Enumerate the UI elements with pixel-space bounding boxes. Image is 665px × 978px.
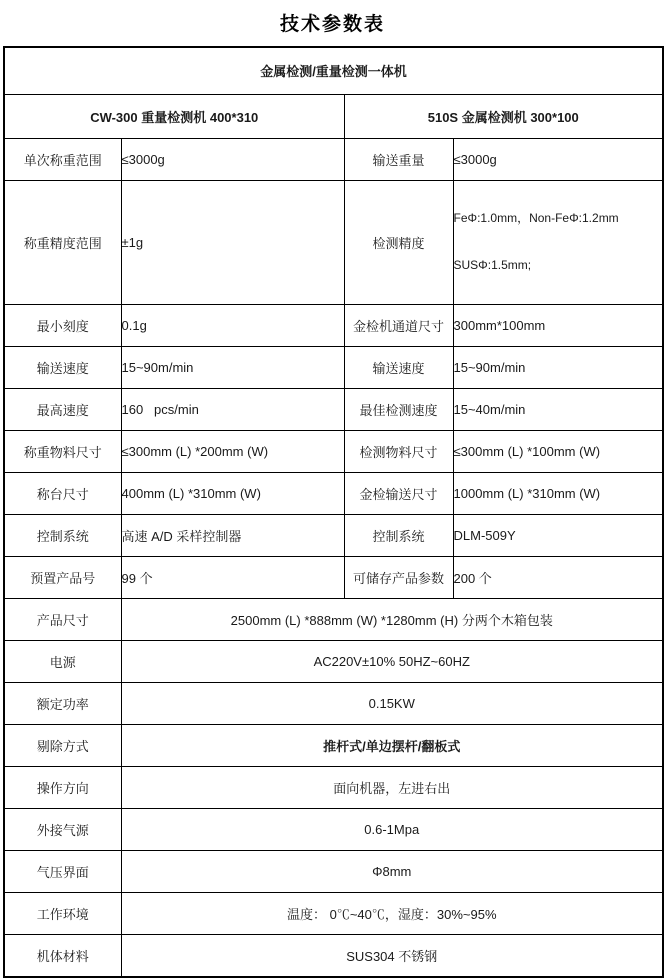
row-value: 160 pcs/min <box>121 389 344 431</box>
table-row <box>4 47 663 94</box>
row-value: 0.15KW <box>121 683 663 725</box>
table-row <box>4 725 663 767</box>
row-value: 0.1g <box>121 305 344 347</box>
row-label: 电源 <box>4 641 121 683</box>
row-label: 气压界面 <box>4 851 121 893</box>
row-value: 400mm (L) *310mm (W) <box>121 473 344 515</box>
row-value: 2500mm (L) *888mm (W) *1280mm (H) 分两个木箱包装 <box>121 599 663 641</box>
row-value: 高速 A/D 采样控制器 <box>121 515 344 557</box>
row-label: 额定功率 <box>4 683 121 725</box>
row-label: 称重精度范围 <box>4 180 121 305</box>
model-header-right: 510S 金属检测机 300*100 <box>344 94 663 138</box>
row-label: 最高速度 <box>4 389 121 431</box>
row-value: ≤300mm (L) *200mm (W) <box>121 431 344 473</box>
row-value: 温度： 0℃~40℃，湿度：30%~95% <box>121 893 663 935</box>
spec-table <box>3 46 664 978</box>
value-line-1: FeΦ:1.0mm，Non-FeΦ:1.2mm <box>453 210 619 225</box>
row-value: ≤3000g <box>121 138 344 180</box>
table-row <box>4 431 663 473</box>
row-label: 剔除方式 <box>4 725 121 767</box>
table-row <box>4 767 663 809</box>
value-line-2: SUSΦ:1.5mm; <box>453 258 532 273</box>
table-row <box>4 138 663 180</box>
row-label: 最小刻度 <box>4 305 121 347</box>
row-label: 可储存产品参数 <box>344 557 453 599</box>
table-row <box>4 683 663 725</box>
row-value: 200 个 <box>453 557 663 599</box>
row-value: 1000mm (L) *310mm (W) <box>453 473 663 515</box>
row-value: DLM-509Y <box>453 515 663 557</box>
row-label: 工作环境 <box>4 893 121 935</box>
row-label: 单次称重范围 <box>4 138 121 180</box>
table-row <box>4 515 663 557</box>
row-label: 金检机通道尺寸 <box>344 305 453 347</box>
row-label: 机体材料 <box>4 935 121 977</box>
table-row <box>4 305 663 347</box>
row-value-bold: 推杆式/单边摆杆/翻板式 <box>121 725 663 767</box>
row-label: 输送速度 <box>344 347 453 389</box>
row-label: 检测精度 <box>344 180 453 305</box>
row-value: ±1g <box>121 180 344 305</box>
row-value: SUS304 不锈钢 <box>121 935 663 977</box>
row-value: Φ8mm <box>121 851 663 893</box>
row-label: 称重物料尺寸 <box>4 431 121 473</box>
table-row <box>4 935 663 977</box>
row-value: 300mm*100mm <box>453 305 663 347</box>
table-row <box>4 893 663 935</box>
row-value: 15~90m/min <box>121 347 344 389</box>
row-value <box>453 180 663 305</box>
row-label: 检测物料尺寸 <box>344 431 453 473</box>
table-row <box>4 473 663 515</box>
table-row <box>4 599 663 641</box>
row-value: 面向机器，左进右出 <box>121 767 663 809</box>
row-value: 99 个 <box>121 557 344 599</box>
row-label: 控制系统 <box>4 515 121 557</box>
row-value: ≤300mm (L) *100mm (W) <box>453 431 663 473</box>
row-label: 最佳检测速度 <box>344 389 453 431</box>
table-row <box>4 389 663 431</box>
row-label: 输送重量 <box>344 138 453 180</box>
merged-header-cell: 金属检测/重量检测一体机 <box>4 47 663 94</box>
table-row <box>4 94 663 138</box>
row-value: AC220V±10% 50HZ~60HZ <box>121 641 663 683</box>
table-row <box>4 557 663 599</box>
row-label: 操作方向 <box>4 767 121 809</box>
table-row <box>4 809 663 851</box>
row-label-highlighted: 金检输送尺寸 <box>344 473 453 515</box>
table-row <box>4 851 663 893</box>
row-label: 预置产品号 <box>4 557 121 599</box>
table-row <box>4 641 663 683</box>
row-value: ≤3000g <box>453 138 663 180</box>
row-label-highlighted: 称台尺寸 <box>4 473 121 515</box>
row-value: 0.6-1Mpa <box>121 809 663 851</box>
table-row <box>4 180 663 305</box>
row-label: 外接气源 <box>4 809 121 851</box>
row-label: 控制系统 <box>344 515 453 557</box>
page-title: 技术参数表 <box>279 14 385 35</box>
model-header-left: CW-300 重量检测机 400*310 <box>4 94 344 138</box>
row-label: 产品尺寸 <box>4 599 121 641</box>
table-row <box>4 347 663 389</box>
row-value: 15~90m/min <box>453 347 663 389</box>
row-value: 15~40m/min <box>453 389 663 431</box>
row-label: 输送速度 <box>4 347 121 389</box>
